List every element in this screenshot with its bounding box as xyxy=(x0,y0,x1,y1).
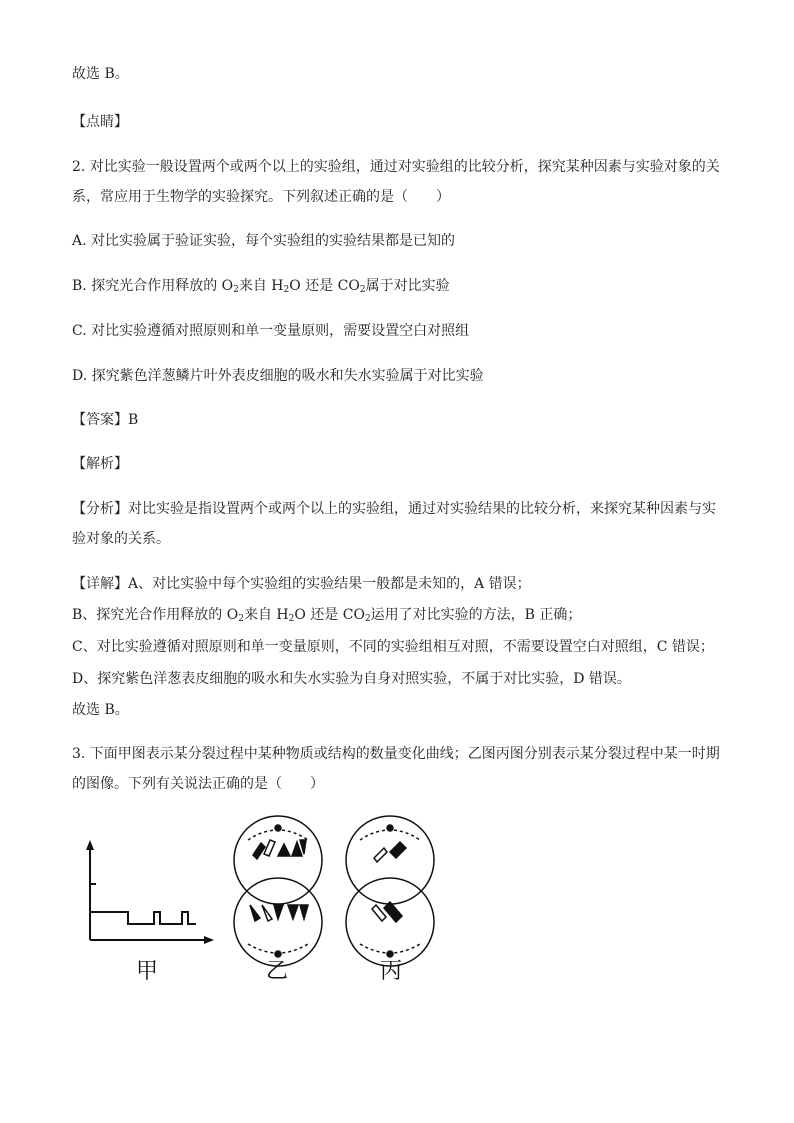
detail-line4: D、探究紫色洋葱表皮细胞的吸水和失水实验为自身对照实验，不属于对比实验，D 错误。 xyxy=(72,671,631,687)
label-jia: 甲 xyxy=(136,959,159,984)
x-axis-arrow xyxy=(204,936,214,944)
option-b-text-4: 属于对比实验 xyxy=(365,278,450,294)
detail-b-text-3: O 还是 CO xyxy=(294,607,365,623)
label-bing: 丙 xyxy=(380,959,403,984)
label-yi: 乙 xyxy=(266,959,289,984)
option-b-sub-2: 2 xyxy=(283,285,290,295)
graph-jia xyxy=(86,840,214,944)
question-2-stem-line1: 2. 对比实验一般设置两个或两个以上的实验组，通过对实验组的比较分析，探究某种因素与实验对象的关 xyxy=(72,159,720,175)
option-b-text-2: 来自 H xyxy=(238,278,284,294)
analysis-line2: 验对象的关系。 xyxy=(72,531,170,547)
detail-b-text-4: 运用了对比实验的方法，B 正确； xyxy=(370,607,582,623)
question-3-stem-line2: 的图像。下列有关说法正确的是（ ） xyxy=(72,776,324,792)
detail-b-text-2: 来自 H xyxy=(243,607,289,623)
detail-line3: C、对比实验遵循对照原则和单一变量原则，不同的实验组相互对照，不需要设置空白对照组，C 错误； xyxy=(72,639,714,655)
analysis-line1: 【分析】对比实验是指设置两个或两个以上的实验组，通过对实验结果的比较分析，来探究某种因素与实 xyxy=(72,501,716,517)
section-dianjing: 【点睛】 xyxy=(72,114,128,130)
option-b-text-1: B. 探究光合作用释放的 O xyxy=(72,278,234,294)
cell-yi xyxy=(234,816,322,966)
question-2-stem-line2: 系，常应用于生物学的实验探究。下列叙述正确的是（ ） xyxy=(72,189,450,205)
jia-curve xyxy=(90,912,196,924)
detail-b-sub-1: 2 xyxy=(238,614,244,624)
option-b-text-3: O 还是 CO xyxy=(289,278,360,294)
detail-b-sub-2: 2 xyxy=(288,614,295,624)
answer: 【答案】B xyxy=(72,412,139,428)
option-b-sub-1: 2 xyxy=(233,285,239,295)
option-b-sub-3: 2 xyxy=(359,285,366,295)
detail-b-sub-3: 2 xyxy=(364,614,371,624)
cell-bing xyxy=(346,816,434,966)
detail-line5: 故选 B。 xyxy=(72,702,129,718)
section-jiexi: 【解析】 xyxy=(72,456,128,472)
detail-line2 xyxy=(72,605,581,625)
line-choose-b: 故选 B。 xyxy=(72,66,129,82)
detail-b-text-1: B、探究光合作用释放的 O xyxy=(72,607,239,623)
question-3-stem-line1: 3. 下面甲图表示某分裂过程中某种物质或结构的数量变化曲线；乙图丙图分别表示某分裂过程中某一时期 xyxy=(72,746,720,762)
option-b xyxy=(72,276,450,296)
figure-svg xyxy=(60,810,460,985)
detail-line1: 【详解】A、对比实验中每个实验组的实验结果一般都是未知的，A 错误； xyxy=(72,576,531,592)
option-a: A. 对比实验属于验证实验，每个实验组的实验结果都是已知的 xyxy=(72,233,456,249)
option-c: C. 对比实验遵循对照原则和单一变量原则，需要设置空白对照组 xyxy=(72,323,470,339)
y-axis-arrow xyxy=(86,840,94,850)
question-3-figure xyxy=(60,810,460,989)
option-d: D. 探究紫色洋葱鳞片叶外表皮细胞的吸水和失水实验属于对比实验 xyxy=(72,368,484,384)
